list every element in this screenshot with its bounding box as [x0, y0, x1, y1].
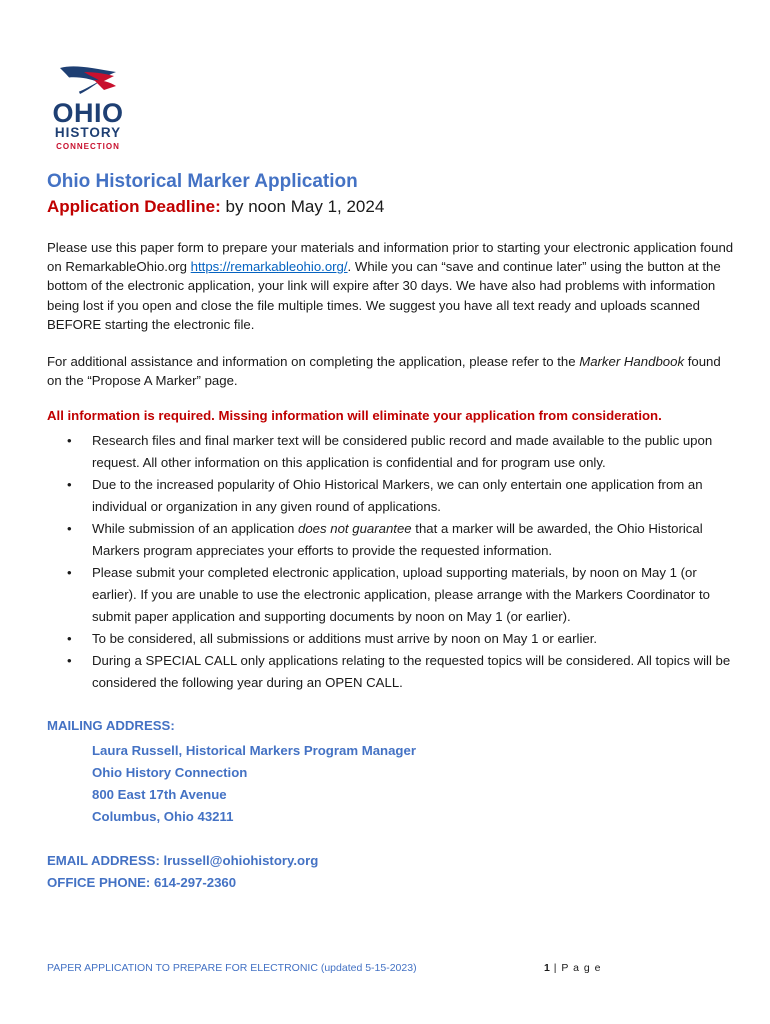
- intro-text-after-link: . While you can “save and continue later” using the button at the bottom of the electronic application, your link will expire after 30 days. We have also had problems with information being lost if you open and close the file multiple times. We suggest you have all text ready and uploads scanned BEFORE starting the electronic file.: [47, 259, 721, 332]
- address-line-street: 800 East 17th Avenue: [92, 787, 227, 802]
- page-number: 1: [544, 962, 550, 974]
- intro-text-before-link: Please use this paper form to prepare your materials and information prior to starting your electronic application found on RemarkableOhio.org: [47, 240, 734, 275]
- mailing-address-label: MAILING ADDRESS:: [47, 718, 175, 733]
- address-line-city: Columbus, Ohio 43211: [92, 809, 234, 824]
- ohio-history-connection-logo: [46, 64, 130, 154]
- bullet-icon: •: [67, 565, 72, 580]
- office-phone: OFFICE PHONE: 614-297-2360: [47, 875, 237, 890]
- footer-page-number: [544, 962, 602, 974]
- logo-connection-text: CONNECTION: [56, 142, 120, 151]
- logo-ohio-text: OHIO: [52, 98, 124, 128]
- email-address: EMAIL ADDRESS: lrussell@ohiohistory.org: [47, 853, 319, 868]
- remarkable-ohio-link[interactable]: https://remarkableohio.org/: [190, 259, 348, 275]
- assistance-text-after: found on the “Propose A Marker” page.: [47, 354, 721, 389]
- bullet-icon: •: [67, 433, 72, 448]
- deadline-label: Application Deadline:: [47, 197, 221, 216]
- address-line-recipient: Laura Russell, Historical Markers Program Manager: [92, 743, 416, 758]
- contact-block: [47, 850, 318, 894]
- bullet-icon: •: [67, 653, 72, 668]
- list-item: • While submission of an application does not guarantee that a marker will be awarded, the Ohio Historical Markers program appreciates your efforts to provide the requested information.: [47, 518, 737, 562]
- bullet-icon: •: [67, 477, 72, 492]
- requirements-list: [47, 430, 737, 694]
- mailing-address-block: [92, 740, 416, 828]
- list-item: • Due to the increased popularity of Ohio Historical Markers, we can only entertain one application from an individual or organization in any given round of applications.: [47, 474, 737, 518]
- page-label: | P a g e: [549, 962, 602, 974]
- assistance-text-before: For additional assistance and information on completing the application, please refer to the: [47, 354, 580, 369]
- list-item: • Research files and final marker text will be considered public record and made available to the public upon request. All other information on this application is confidential and for program use only.: [47, 430, 737, 474]
- application-deadline: [47, 197, 384, 217]
- document-title: Ohio Historical Marker Application: [47, 171, 358, 192]
- marker-handbook-reference: Marker Handbook: [579, 354, 685, 369]
- logo-history-text: HISTORY: [54, 125, 122, 140]
- address-line-organization: Ohio History Connection: [92, 765, 248, 780]
- bullet-icon: •: [67, 631, 72, 646]
- intro-paragraph: [47, 238, 737, 334]
- requirement-notice: All information is required. Missing information will eliminate your application from consideration.: [47, 408, 662, 423]
- list-item: • To be considered, all submissions or additions must arrive by noon on May 1 or earlier.: [47, 628, 737, 650]
- bullet-icon: •: [67, 521, 72, 536]
- list-item: • During a SPECIAL CALL only applications relating to the requested topics will be considered. All topics will be considered the following year during an OPEN CALL.: [47, 650, 737, 694]
- list-item: • Please submit your completed electronic application, upload supporting materials, by noon on May 1 (or earlier). If you are unable to use the electronic application, please arrange with the Markers Coordinator to submit paper application and supporting documents by noon on May 1 (or earlier).: [47, 562, 737, 628]
- deadline-value: by noon May 1, 2024: [220, 197, 385, 216]
- assistance-paragraph: [47, 352, 737, 390]
- flag-emblem-icon: [54, 64, 122, 100]
- footer-document-label: PAPER APPLICATION TO PREPARE FOR ELECTRONIC (updated 5-15-2023): [47, 962, 417, 974]
